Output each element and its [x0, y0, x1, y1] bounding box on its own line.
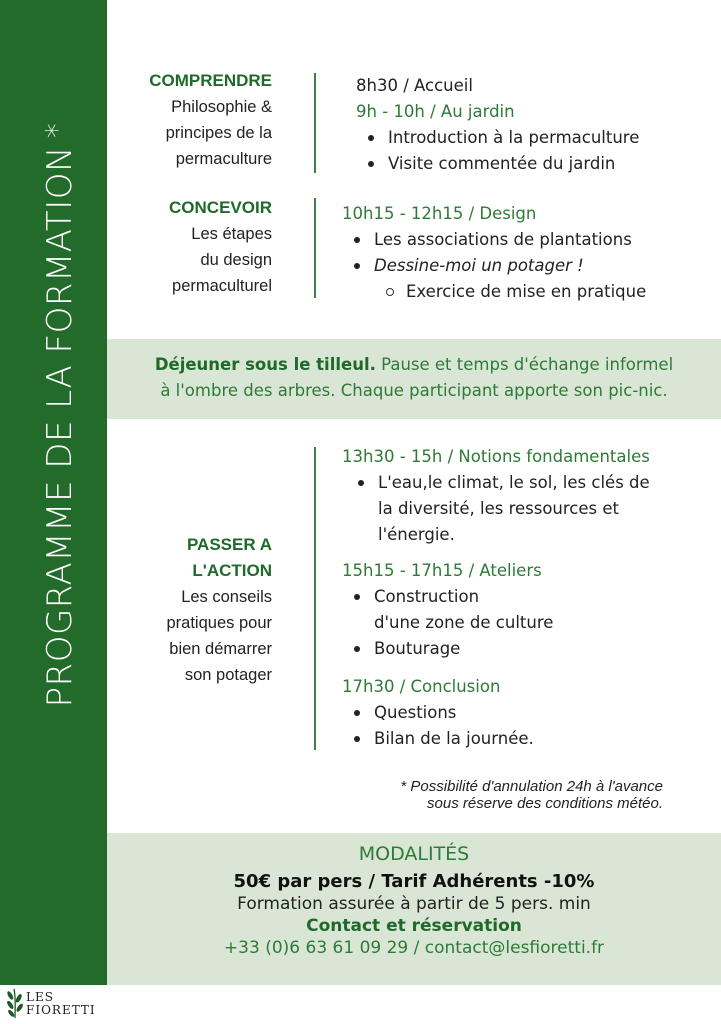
- accueil-time: 8h30 / Accueil: [356, 76, 473, 95]
- sub-list-item: Exercice de mise en pratique: [406, 279, 646, 305]
- design-time: 10h15 - 12h15 / Design: [342, 204, 537, 223]
- list-item: Construction d'une zone de culture: [374, 584, 650, 636]
- action-heading: L'ACTION: [192, 561, 272, 580]
- concevoir-line: Les étapes: [191, 225, 272, 243]
- list-item: Introduction à la permaculture: [388, 125, 639, 151]
- lunch-band: [107, 339, 721, 419]
- action-heading: PASSER A: [186, 535, 272, 554]
- section-concevoir: [169, 195, 272, 299]
- list-item: Les associations de plantations: [374, 227, 646, 253]
- conclusion-time: 17h30 / Conclusion: [342, 677, 501, 696]
- concevoir-heading: CONCEVOIR: [169, 198, 272, 217]
- morning-schedule-2: [342, 201, 646, 305]
- divider: [314, 73, 316, 173]
- sidebar: [0, 0, 107, 985]
- list-item: Dessine-moi un potager !: [374, 253, 646, 279]
- programme-title: PROGRAMME DE LA FORMATION*: [40, 122, 80, 708]
- contact-title: Contact et réservation: [306, 916, 522, 936]
- concevoir-line: permaculturel: [172, 277, 272, 295]
- logo: LES FIORETTI: [26, 990, 96, 1017]
- lunch-text-2: à l'ombre des arbres. Chaque participant apporte son pic-nic.: [160, 381, 668, 400]
- action-line: pratiques pour: [166, 614, 272, 632]
- comprendre-line: Philosophie &: [171, 98, 272, 116]
- ateliers-time: 15h15 - 17h15 / Ateliers: [342, 561, 542, 580]
- divider: [314, 198, 316, 298]
- cancellation-note: * Possibilité d'annulation 24h à l'avance sous réserve des conditions météo.: [400, 778, 663, 812]
- morning-schedule-1: [356, 73, 639, 177]
- notions-time: 13h30 - 15h / Notions fondamentales: [342, 447, 650, 466]
- concevoir-line: du design: [200, 251, 272, 269]
- action-line: Les conseils: [181, 588, 272, 606]
- list-item: Visite commentée du jardin: [388, 151, 639, 177]
- list-item: Bilan de la journée.: [374, 726, 650, 752]
- comprendre-heading: COMPRENDRE: [149, 71, 272, 90]
- list-item: L'eau,le climat, le sol, les clés de la diversité, les ressources et l'énergie.: [378, 470, 650, 548]
- modalites-title: MODALITÉS: [358, 843, 470, 865]
- afternoon-schedule: [342, 444, 650, 752]
- list-item: Questions: [374, 700, 650, 726]
- lunch-title: Déjeuner sous le tilleul.: [154, 355, 376, 374]
- section-comprendre: [149, 68, 272, 172]
- comprendre-line: permaculture: [175, 150, 272, 168]
- contact-info: +33 (0)6 63 61 09 29 / contact@lesfioretti.fr: [223, 938, 605, 958]
- olive-branch-icon: [4, 986, 26, 1020]
- modalites-band: [107, 833, 721, 985]
- divider: [314, 447, 316, 750]
- list-item: Bouturage: [374, 636, 650, 662]
- comprendre-line: principes de la: [165, 124, 272, 142]
- jardin-time: 9h - 10h / Au jardin: [356, 102, 515, 121]
- action-line: son potager: [184, 666, 272, 684]
- section-action: [167, 532, 273, 688]
- action-line: bien démarrer: [169, 640, 272, 658]
- price-text: 50€ par pers / Tarif Adhérents -10%: [233, 871, 595, 892]
- minimum-text: Formation assurée à partir de 5 pers. min: [237, 894, 591, 914]
- lunch-text: Pause et temps d'échange informel: [375, 355, 674, 374]
